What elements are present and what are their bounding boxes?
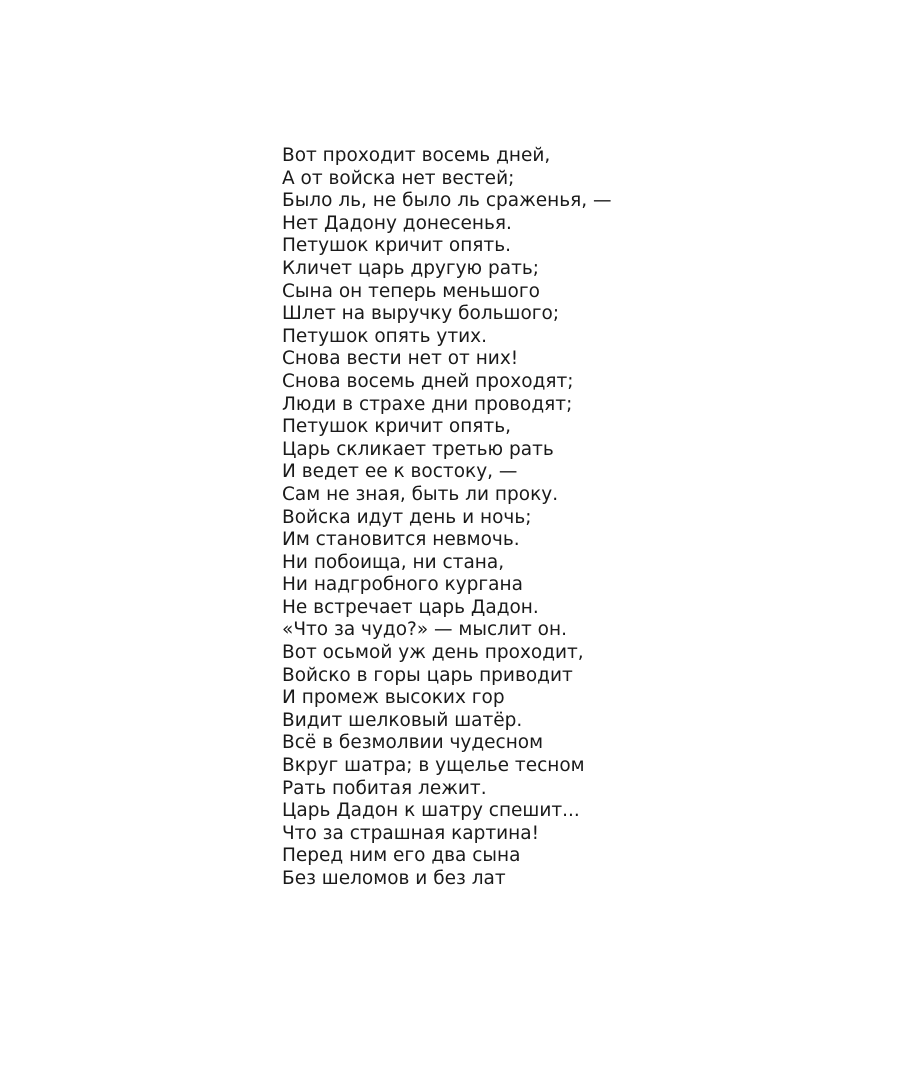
poem-text bbox=[282, 145, 612, 891]
poem-line: Было ль, не было ль сраженья, — bbox=[282, 190, 612, 212]
poem-line: Войска идут день и ночь; bbox=[282, 506, 532, 528]
poem-line: Царь скликает третью рать bbox=[282, 438, 554, 460]
poem-line: Петушок кричит опять, bbox=[282, 416, 511, 438]
poem-line: Перед ним его два сына bbox=[282, 845, 521, 867]
poem-line: Петушок опять утих. bbox=[282, 325, 487, 347]
poem-line: Вот проходит восемь дней, bbox=[282, 145, 551, 166]
poem-line: Им становится невмочь. bbox=[282, 529, 520, 551]
poem-line: Что за страшная картина! bbox=[282, 822, 540, 844]
poem-line: «Что за чудо?» — мыслит он. bbox=[282, 619, 567, 641]
poem-line: Ни побоища, ни стана, bbox=[282, 551, 505, 573]
poem-line: Сына он теперь меньшого bbox=[282, 280, 540, 302]
poem-line: Кличет царь другую рать; bbox=[282, 257, 540, 279]
poem-line: Без шеломов и без лат bbox=[282, 868, 506, 889]
poem-line: Сам не зная, быть ли проку. bbox=[282, 483, 559, 505]
poem-line: Снова вести нет от них! bbox=[282, 348, 519, 370]
poem-line: Нет Дадону донесенья. bbox=[282, 212, 512, 234]
poem-line: И промеж высоких гор bbox=[282, 687, 505, 709]
poem-line: Не встречает царь Дадон. bbox=[282, 596, 539, 618]
poem-line: Всё в безмолвии чудесном bbox=[282, 732, 544, 754]
poem-line: Вот осьмой уж день проходит, bbox=[282, 642, 584, 664]
poem-line: Шлет на выручку большого; bbox=[282, 303, 560, 325]
poem-line: Рать побитая лежит. bbox=[282, 777, 487, 799]
poem-line: Вкруг шатра; в ущелье тесном bbox=[282, 755, 585, 777]
poem-line: Войско в горы царь приводит bbox=[282, 664, 573, 686]
poem-line: А от войска нет вестей; bbox=[282, 167, 515, 189]
poem-line: И ведет ее к востоку, — bbox=[282, 461, 518, 483]
poem-line: Снова восемь дней проходят; bbox=[282, 370, 574, 392]
poem-line: Люди в страхе дни проводят; bbox=[282, 393, 573, 415]
poem-line: Ни надгробного кургана bbox=[282, 574, 523, 596]
poem-line: Видит шелковый шатёр. bbox=[282, 709, 523, 731]
poem-line: Петушок кричит опять. bbox=[282, 235, 511, 257]
poem-line: Царь Дадон к шатру спешит... bbox=[282, 800, 580, 822]
